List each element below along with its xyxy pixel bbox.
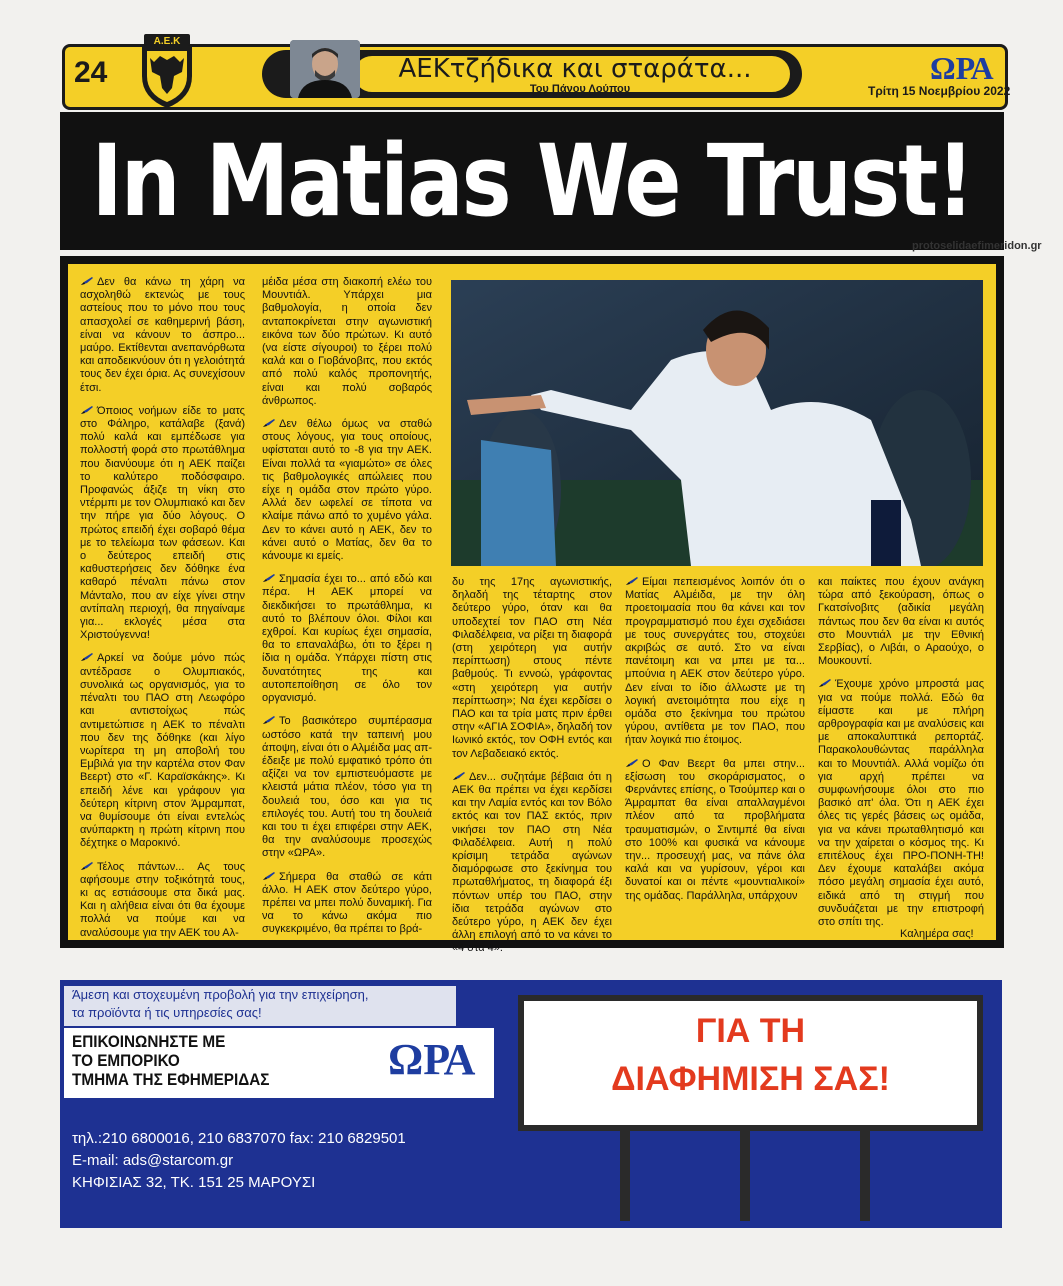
paragraph <box>625 758 805 903</box>
page-number: 24 <box>74 56 108 89</box>
billboard-text: ΔΙΑΦΗΜΙΣΗ ΣΑΣ! <box>611 1060 890 1098</box>
pen-icon <box>262 573 276 583</box>
column-author: Του Πάνου Λούπου <box>529 83 631 95</box>
newspaper-brand: ΩΡΑ <box>930 50 994 86</box>
ad-phone: τηλ.:210 6800016, 210 6837070 fax: 210 6829501 <box>72 1130 406 1147</box>
column-title: ΑΕΚτζήδικα και σταράτα... <box>398 54 752 84</box>
pen-icon <box>818 678 832 688</box>
pen-icon <box>262 418 276 428</box>
paragraph <box>80 652 245 850</box>
ad-contact-line: ΤΜΗΜΑ ΤΗΣ ΕΦΗΜΕΡΙΔΑΣ <box>72 1070 270 1089</box>
paragraph-text: Σήμερα θα σταθώ σε κάτι άλλο. Η ΑΕΚ στον δεύτερο γύρο, πρέπει να μπει πολύ δυναμική. Για να το κάνω ακόμα πιο συγκεκριμένο, θα πρέπει το βρά- <box>262 870 432 936</box>
paragraph <box>262 418 432 563</box>
paragraph-text: δυ της 17ης αγωνιστικής, δηλαδή της τέταρτης στον δεύτερο γύρο, όταν και θα υποδεχτεί τον ΠΑΟ στη Νέα Φιλαδέλφεια, να ρίξει τη διαφορά (στη χειρότερη για αυτήν περίπτωση) στους πέντε βαθμούς. Τι εννοώ, γράφοντας «στη χειρότερη για αυτήν περίπτωση»; Να έχει κερδίσει ο ΠΑΟ και τα τρία ματς πριν έρθει στην «ΑΓΙΑ ΣΟΦΙΑ», δηλαδή τον Ιωνικό εκτός, τον ΟΦΗ εντός και τον Λεβαδειακό εκτός. <box>452 576 612 760</box>
pen-icon <box>262 871 276 881</box>
paragraph <box>80 861 245 940</box>
ad-tagline: Άμεση και στοχευμένη προβολή για την επιχείρηση, <box>72 987 369 1002</box>
article-column-1 <box>80 276 245 950</box>
billboard-leg <box>740 1131 750 1221</box>
pen-icon <box>80 861 94 871</box>
pen-icon <box>80 652 94 662</box>
pen-icon <box>625 576 639 586</box>
article-signoff: Καλημέρα σας! <box>900 928 974 940</box>
pen-icon <box>452 771 466 781</box>
paragraph <box>625 576 805 748</box>
paragraph <box>262 276 432 408</box>
paragraph-text: Ο Φαν Βεερτ θα μπει στην... εξίσωση του σκοράρισματος, ο Φερνάντες επίσης, ο Τσούμπερ και ο Άμραμπατ θα είναι απαλλαγμένοι πλέον από τα προβλήματα τραυματισμών, ο Σιντιμπέ θα είναι στο 100% και φυσικά να κάνουμε την... προσευχή μας, να πάνε όλα καλά και να γυρίσουν, γέροι και δυνατοί και οι πέντε «μουντιαλικοί» της ομάδας. Παράλληλα, υπάρχουν <box>625 757 805 902</box>
paragraph-text: Το βασικότερο συμπέρασμα ωστόσο κατά την ταπεινή μου άποψη, είναι ότι ο Αλμέιδα μας απ-έδειξε με πολύ εμφατικό τρόπο ότι αξίζει να τον εμπιστευόμαστε με κλειστά μάτια πλέον, τόσο για τη δουλειά του, όσο και για τις επιλογές του. Αυτή του τη δουλειά και του τι έχει επιφέρει στην ΑΕΚ, θα την αναλύσουμε προσεχώς στην «ΩΡΑ». <box>262 715 432 860</box>
article-column-5 <box>818 576 984 939</box>
article-column-3 <box>452 576 612 966</box>
paragraph-text: Σημασία έχει το... από εδώ και πέρα. Η ΑΕΚ μπορεί να διεκδικήσει το πρωτάθλημα, κι αυτό το βλέπουν όλοι. Φίλοι και εχθροί. Και κυρίως έχει σημασία, θα το επαναλάβω, ότι το ξέρει η ίδια η ομάδα. Υπάρχει πίστη στις δυνατότητες της και αυτοπεποίθηση σε όλο τον οργανισμό. <box>262 573 432 705</box>
paragraph-text: μέιδα μέσα στη διακοπή ελέω του Μουντιάλ. Υπάρχει μια βαθμολογία, η οποία δεν ανταποκρίνεται στην αγωνιστική εικόνα των δύο πρώτων. Κι αυτό (να είστε σίγουροι) το ξέρει πολύ καλά και ο Γιοβάνοβιτς, που εκτός από πολύ καλός προπονητής, είναι και πολύ σοβαρός άνθρωπος. <box>262 276 432 407</box>
pen-icon <box>80 276 94 286</box>
article-column-4 <box>625 576 805 913</box>
article-column-2 <box>262 276 432 947</box>
billboard-text: ΓΙΑ ΤΗ <box>695 1012 806 1050</box>
paragraph-text: Έχουμε χρόνο μπροστά μας για να πούμε πολλά. Εδώ θα είμαστε και με πλήρη αρθρογραφία και με αναλύσεις και με αποκαλυπτικά ρεπορτάζ. Παρακολουθώντας παράλληλα και το Μουντιάλ. Αλλά νομίζω ότι για αρχή πρέπει να συμφωνήσουμε όλοι στο πιο βασικό απ' όλα. Ότι η ΑΕΚ έχει όλες τις γερές βάσεις ως ομάδα, για να κάνει πρωταθλητισμό και να την χαίρεται ο κόσμος της. Κι επιτέλους έχει ΠΡΟ-ΠΟΝΗ-ΤΗ! Δεν έχουμε καταλάβει ακόμα πόσο μεγάλη σημασία έχει αυτό, ειδικά από τη στιγμή που συνδυάζεται με την επιστροφή στο σπίτι της. <box>818 678 984 929</box>
logo-text: Α.Ε.Κ <box>153 36 181 47</box>
paragraph <box>818 576 984 668</box>
billboard-leg <box>860 1131 870 1221</box>
watermark-text: protoselidaefimeridon.gr <box>912 240 1042 252</box>
paragraph <box>262 871 432 937</box>
paragraph <box>452 576 612 761</box>
paragraph <box>452 771 612 956</box>
paragraph-text: Δεν... συζητάμε βέβαια ότι η ΑΕΚ θα πρέπει να έχει κερδίσει και την Λαμία εντός και τον Βόλο εκτός και τον ΠΑΣ εκτός, πριν νικήσει τον ΠΑΟ στη Νέα Φιλαδέλφεια. Αυτή η πολύ κρίσιμη τετράδα αγώνων διαμόρφωσε στο ξεκίνημα του πρωταθλήματος, τη διαφορά έξι πόντων υπέρ του ΠΑΟ, στην ίδια τετράδα αγώνων στο δεύτερο γύρο, η ΑΕΚ δεν έχει άλλη επιλογή από το να κάνει το «4 στα 4». <box>452 770 612 955</box>
coach-photo <box>451 280 983 566</box>
paragraph-text: Τέλος πάντων... Ας τους αφήσουμε στην τοξικότητά τους, κι ας εστιάσουμε στα δικά μας. Και η αλήθεια είναι ότι θα έχουμε πολλά να πούμε και να αναλύσουμε για την ΑΕΚ του Αλ- <box>80 860 245 939</box>
paragraph <box>818 678 984 929</box>
paragraph-text: Όποιος νοήμων είδε το ματς στο Φάληρο, κατάλαβε (ξανά) πολύ καλά και εμπέδωσε για πολλοστή φορά στο πρωτάθλημα που διανύουμε ότι η ΑΕΚ παίζει το καλύτερο ποδόσφαιρο. Προφανώς άξιζε τη νίκη στο ντέρμπι με τον Ολυμπιακό και δεν την πήρε για δύο λόγους. Ο πρώτος επειδή έχει σοβαρό θέμα με το τελείωμα των φάσεων. Και ο δεύτερος επειδή στις καθυστερήσεις δεν δόθηκε ένα καθαρό πέναλτι πάνω στον Μάνταλο, που αν είχε γίνει στην αντίπαλη περιοχή, θα πηγαίναμε για... εκλογές μέσα στα Χριστούγεννα! <box>80 404 245 642</box>
paragraph-text: Είμαι πεπεισμένος λοιπόν ότι ο Ματίας Αλμέιδα, με την όλη προετοιμασία που θα κάνει και τον προγραμματισμό που έχει σχεδιάσει με τους συνεργάτες του, στοχεύει ακριβώς σε αυτό. Στο να είναι πανέτοιμη και να μπει με τα... μπούνια η ΑΕΚ στον δεύτερο γύρο. Δεν είναι το ίδιο άλλωστε με τη λογική ανετοιμότητα που είχε η ομάδα στο ξεκίνημα του πρώτου γύρου, αντίθετα με τον ΠΑΟ, που ήταν λογικά πιο έτοιμος. <box>625 576 805 747</box>
ad-email: E-mail: ads@starcom.gr <box>72 1152 234 1169</box>
paragraph <box>80 405 245 643</box>
ad-tagline: τα προϊόντα ή τις υπηρεσίες σας! <box>72 1005 262 1020</box>
issue-date: Τρίτη 15 Νοεμβρίου 2022 <box>868 84 1011 98</box>
ad-contact-line: ΤΟ ΕΜΠΟΡΙΚΟ <box>72 1051 180 1070</box>
pen-icon <box>80 405 94 415</box>
pen-icon <box>262 715 276 725</box>
aek-eagle-logo <box>132 32 202 110</box>
paragraph-text: και παίκτες που έχουν ανάγκη τώρα από ξεκούραση, όπως ο Γκατσίνοβιτς (αδικία μεγάλη πάντως που δεν θα είναι κι αυτός στο Μουντιάλ με την Εθνική Σερβίας), ο Λιβάι, ο Αραούχο, ο Μουκουντί. <box>818 576 984 668</box>
paragraph <box>262 573 432 705</box>
ad-brand-logo: ΩΡΑ <box>388 1035 476 1084</box>
paragraph-text: Αρκεί να δούμε μόνο πώς αντέδρασε ο Ολυμπιακός, συνολικά ως οργανισμός, για το πέναλτι του ΠΑΟ στη Λεωφόρο και αντιστοίχως πώς αντιμετώπισε η ΑΕΚ το πέναλτι που δεν της δόθηκε (και λίγο νωρίτερα τη μη αποβολή του Εμβιλά για την καρτέλα στον Φαν Βεερτ) στο «Γ. Καραϊσκάκης». Κι επειδή λένε και γράφουν για δεύτερη κίτρινη στον Άμραμπατ, να θυμίσουμε ότι είναι εντελώς ανύπαρκτη η πρώτη κίτρινη που δέχτηκε ο Μαροκινό. <box>80 652 245 850</box>
paragraph-text: Δεν θα κάνω τη χάρη να ασχοληθώ εκτενώς με τους αστείους που το μόνο που τους απασχολεί σε καθημερινή βάση, είναι να κάνουν το άσπρο... μαύρο. Εκτίθενται ανεπανόρθωτα και αποδεικνύουν ότι η γελοιότητά τους δεν έχει όρια. Ας συνεχίσουν έτσι. <box>80 276 245 394</box>
paragraph-text: Δεν θέλω όμως να σταθώ στους λόγους, για τους οποίους, υφίσταται αυτό το -8 για την ΑΕΚ. Είναι πολλά τα «γιαμώτο» σε όλες τις βαθμολογικές απώλειες που είχε η ομάδα στον πρώτο γύρο. Αλλά δεν ωφελεί σε τίποτα να κλαίμε πάνω από το χυμένο γάλα. Δεν το κάνει αυτό η ΑΕΚ, δεν το κάνει αυτό ο Ματίας, δεν θα το κάνουμε κι εμείς. <box>262 418 432 563</box>
author-photo <box>290 40 360 98</box>
headline: In Matias We Trust! <box>91 123 973 239</box>
ad-address: ΚΗΦΙΣΙΑΣ 32, ΤΚ. 151 25 ΜΑΡΟΥΣΙ <box>72 1174 316 1191</box>
pen-icon <box>625 758 639 768</box>
paragraph <box>80 276 245 395</box>
paragraph <box>262 715 432 860</box>
billboard-leg <box>620 1131 630 1221</box>
ad-contact-line: ΕΠΙΚΟΙΝΩΝΗΣΤΕ ΜΕ <box>72 1032 226 1051</box>
